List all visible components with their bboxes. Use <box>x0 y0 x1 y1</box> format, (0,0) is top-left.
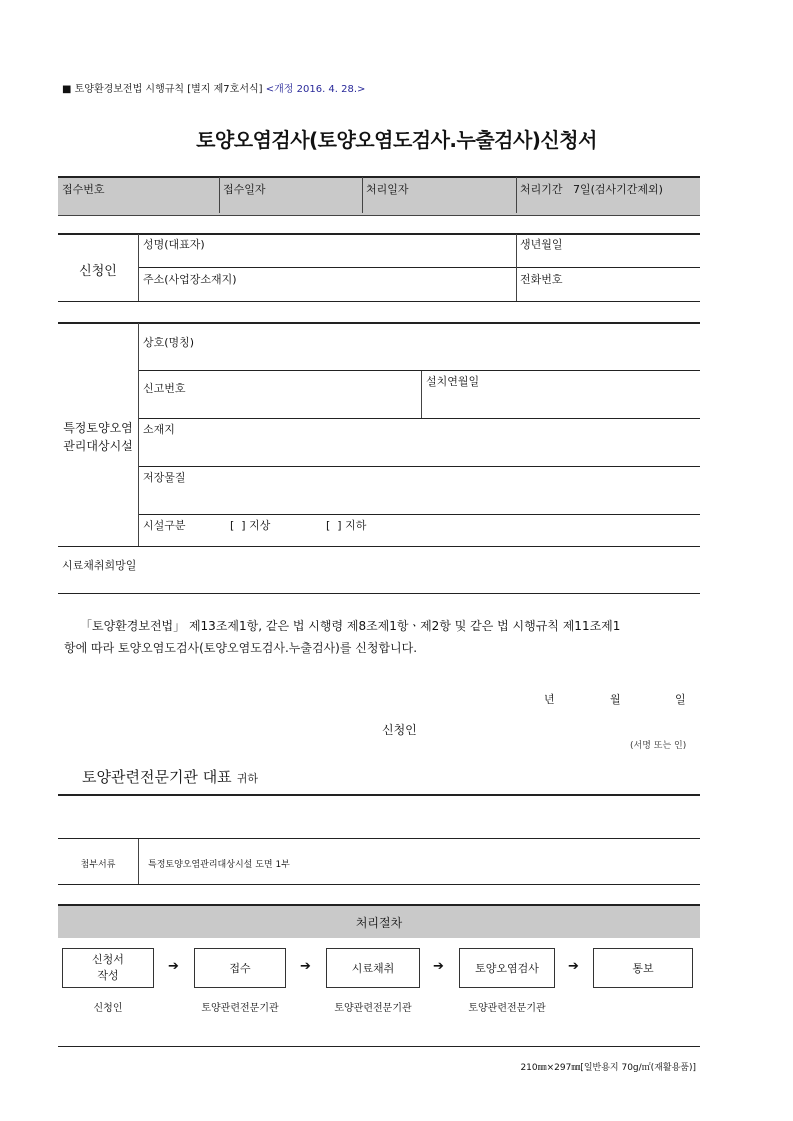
form-reference-text: ■ 토양환경보전법 시행규칙 [별지 제7호서식] <box>62 84 263 95</box>
receipt-no-label: 접수번호 <box>62 183 105 196</box>
page-title: 토양오염검사(토양오염도검사.누출검사)신청서 <box>196 128 597 152</box>
actor-receipt: 토양관련전문기관 <box>201 1003 279 1014</box>
applicant-address-label: 주소(사업장소재지) <box>143 273 237 286</box>
trade-name-field[interactable] <box>220 330 690 364</box>
stored-material-field[interactable] <box>200 472 690 510</box>
install-date-label: 설치연월일 <box>426 375 480 388</box>
step-notification: 통보 <box>593 948 693 988</box>
addressee-org: 토양관련전문기관 대표 <box>82 768 232 786</box>
report-no-label: 신고번호 <box>143 382 186 395</box>
step-receipt: 접수 <box>194 948 286 988</box>
addressee-suffix: 귀하 <box>236 772 259 785</box>
arrow-right-icon: ➔ <box>568 959 579 974</box>
arrow-right-icon: ➔ <box>168 959 179 974</box>
applicant-name-field[interactable] <box>220 239 510 263</box>
paper-spec: 210㎜×297㎜[일반용지 70g/㎡(재활용품)] <box>520 1063 696 1073</box>
arrow-right-icon: ➔ <box>300 959 311 974</box>
facility-section-label-line1: 특정토양오염 <box>63 421 133 435</box>
report-no-field[interactable] <box>200 376 410 414</box>
location-field[interactable] <box>190 424 690 462</box>
step-application: 신청서 작성 <box>62 948 154 988</box>
actor-applicant: 신청인 <box>93 1003 123 1014</box>
application-statement-line2: 항에 따라 토양오염도검사(토양오염도검사.누출검사)를 신청합니다. <box>64 641 418 655</box>
arrow-right-icon: ➔ <box>433 959 444 974</box>
processing-period-label: 처리기간 7일(검사기간제외) <box>520 183 663 196</box>
location-label: 소재지 <box>143 423 175 436</box>
signature-applicant-label: 신청인 <box>382 723 417 737</box>
facility-type-label: 시설구분 <box>143 519 186 532</box>
facility-section-label <box>58 419 138 455</box>
application-statement-line1: 「토양환경보전법」 제13조제1항, 같은 법 시행령 제8조제1항ㆍ제2항 및 같은 법 시행규칙 제11조제1 <box>80 619 621 633</box>
underground-checkbox[interactable]: [ ] 지하 <box>326 519 367 532</box>
attachment-label: 첨부서류 <box>80 860 116 870</box>
receipt-date-label: 접수일자 <box>223 183 266 196</box>
applicant-address-field[interactable] <box>260 273 510 297</box>
applicant-name-label: 성명(대표자) <box>143 238 205 251</box>
sampling-date-field[interactable] <box>150 550 690 586</box>
year-label: 년 <box>544 693 555 706</box>
install-date-field[interactable] <box>500 376 690 414</box>
form-reference <box>62 80 365 95</box>
sampling-date-label: 시료채취희망일 <box>62 559 137 572</box>
signature-note: (서명 또는 인) <box>630 741 687 751</box>
applicant-phone-field[interactable] <box>580 273 695 297</box>
processing-date-label: 처리일자 <box>366 183 409 196</box>
applicant-section-label: 신청인 <box>79 264 117 279</box>
month-label: 월 <box>610 693 621 706</box>
applicant-birth-field[interactable] <box>580 239 695 263</box>
signature-field[interactable] <box>440 716 620 742</box>
actor-sampling: 토양관련전문기관 <box>334 1003 412 1014</box>
attachment-value: 특정토양오염관리대상시설 도면 1부 <box>148 860 290 870</box>
applicant-birth-label: 생년월일 <box>520 238 563 251</box>
addressee <box>82 766 258 787</box>
revision-date: <개정 2016. 4. 28.> <box>265 84 366 95</box>
step-soil-test: 토양오염검사 <box>459 948 555 988</box>
step-sampling: 시료채취 <box>326 948 420 988</box>
above-ground-checkbox[interactable]: [ ] 지상 <box>230 519 271 532</box>
procedure-title: 처리절차 <box>58 904 700 938</box>
actor-soil-test: 토양관련전문기관 <box>468 1003 546 1014</box>
trade-name-label: 상호(명칭) <box>143 336 195 349</box>
day-label: 일 <box>675 693 686 706</box>
applicant-phone-label: 전화번호 <box>520 273 563 286</box>
facility-section-label-line2: 관리대상시설 <box>63 439 133 453</box>
stored-material-label: 저장물질 <box>143 471 186 484</box>
